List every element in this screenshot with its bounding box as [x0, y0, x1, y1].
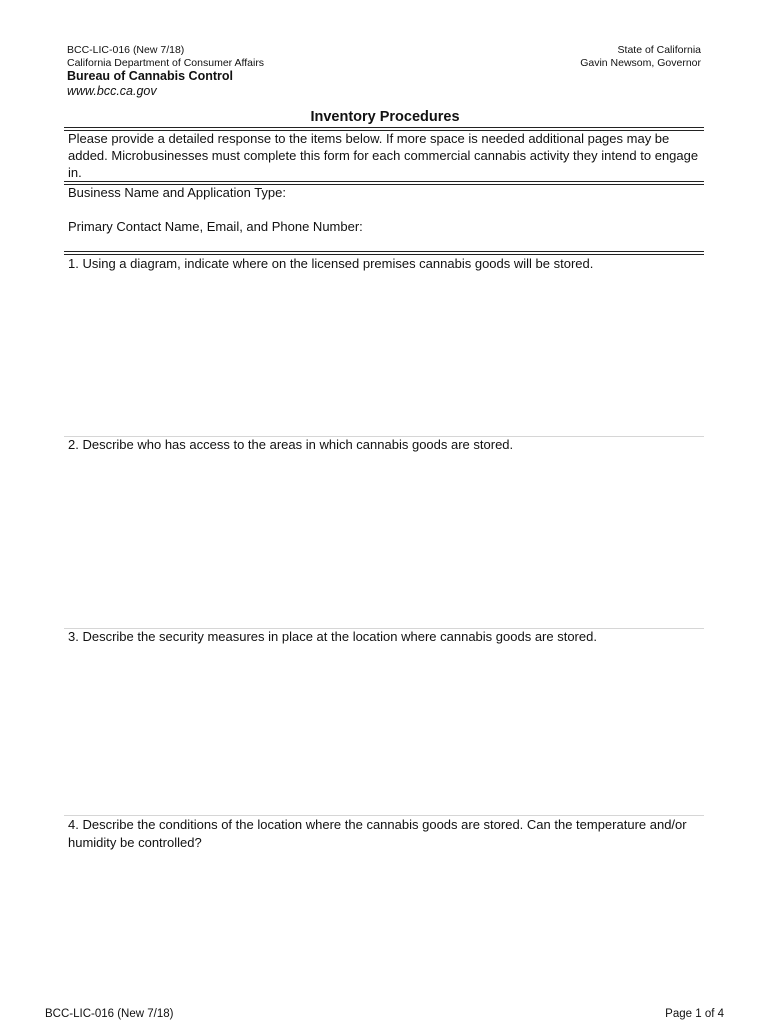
footer-form-id: BCC-LIC-016 (New 7/18) [45, 1008, 174, 1020]
page-title: Inventory Procedures [310, 109, 460, 125]
department-name: California Department of Consumer Affairs [67, 56, 265, 69]
state-name: State of California [617, 44, 701, 56]
header-state-block [451, 44, 701, 69]
primary-contact-field[interactable]: Primary Contact Name, Email, and Phone Number: [68, 219, 363, 234]
business-name-field[interactable]: Business Name and Application Type: [68, 185, 287, 200]
question-1[interactable]: 1. Using a diagram, indicate where on the licensed premises cannabis goods will be stored. [68, 256, 594, 271]
form-id: BCC-LIC-016 (New 7/18) [67, 44, 185, 56]
question-3[interactable]: 3. Describe the security measures in place at the location where cannabis goods are stored. [68, 629, 597, 644]
bureau-name: Bureau of Cannabis Control [67, 69, 233, 83]
question-4[interactable]: 4. Describe the conditions of the location where the cannabis goods are stored. Can the temperature and/or humidity be controlled? [68, 817, 687, 850]
header-agency-block [67, 44, 367, 99]
page-number: Page 1 of 4 [665, 1008, 724, 1020]
governor-name: Gavin Newsom, Governor [580, 56, 701, 69]
instructions-text: Please provide a detailed response to the items below. If more space is needed additional pages may be added. Microbusinesses must complete this form for each commercial cannabis activity they intend to engage in. [68, 131, 699, 180]
question-2[interactable]: 2. Describe who has access to the areas in which cannabis goods are stored. [68, 437, 514, 452]
website-link[interactable]: www.bcc.ca.gov [67, 84, 157, 98]
